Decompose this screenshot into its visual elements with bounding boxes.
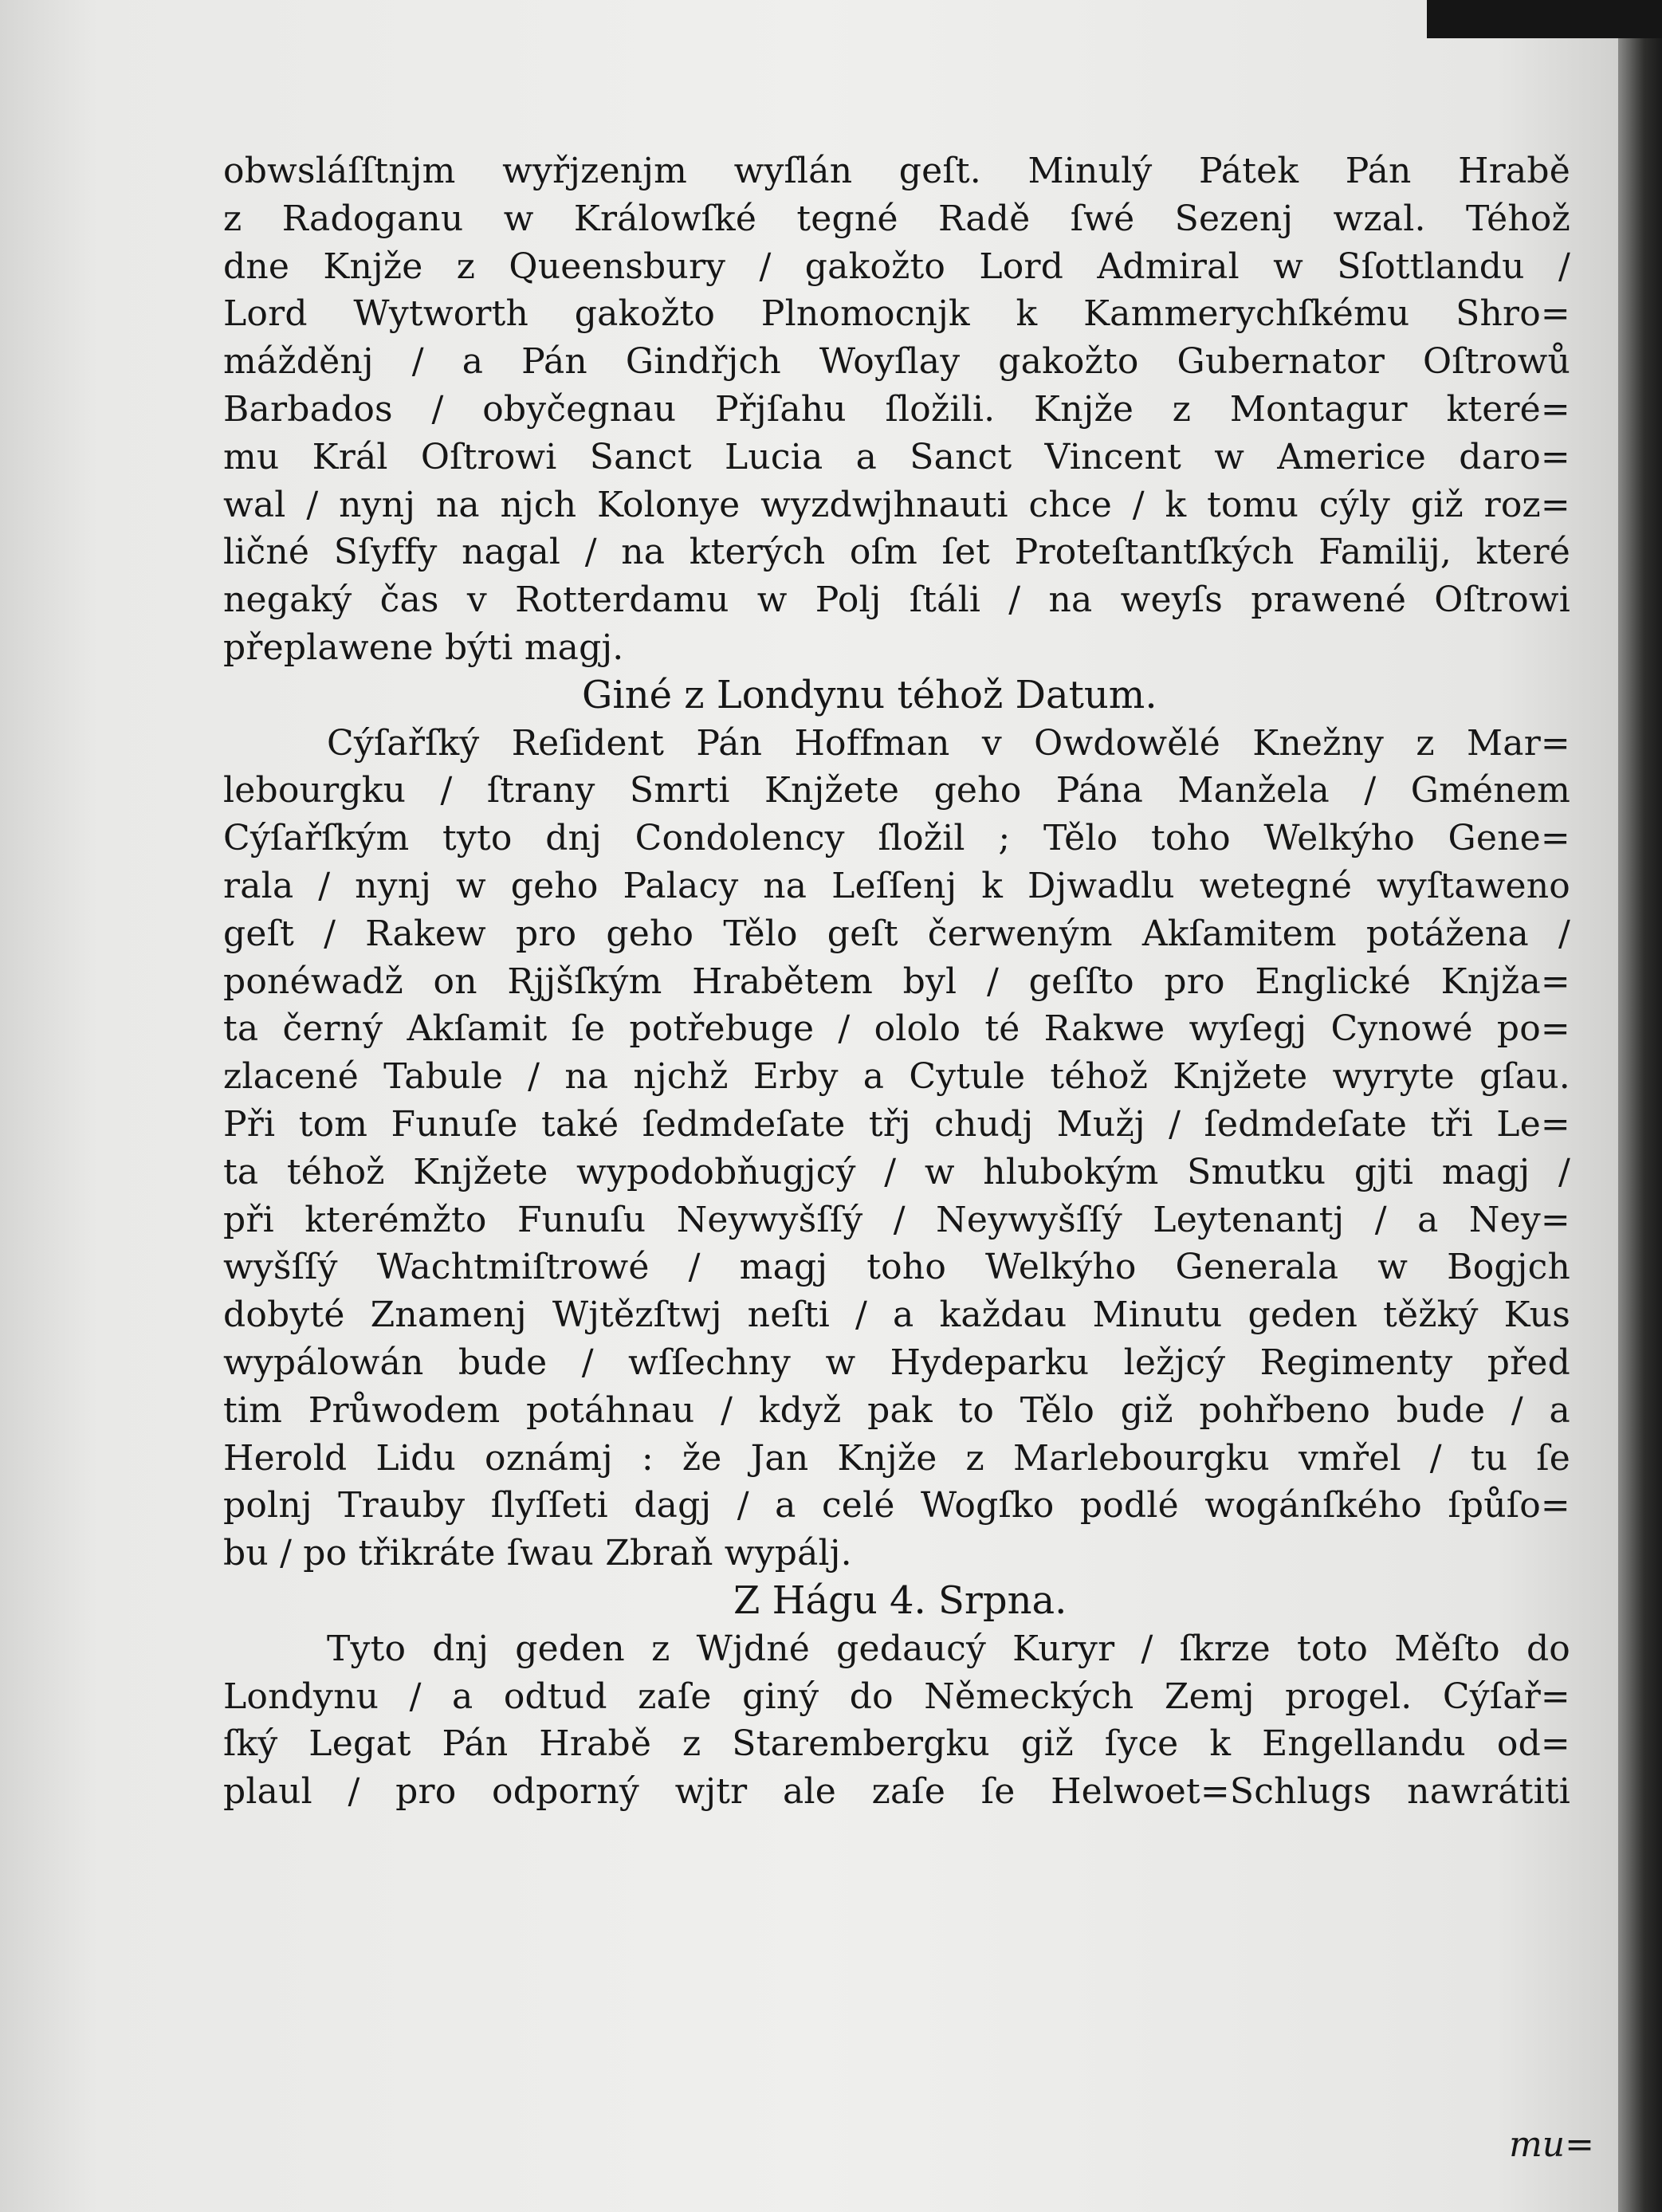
text-line: wal / nynj na njch Kolonye wyzdwjhnauti chce / k tomu cýly giž roz= xyxy=(223,484,1570,525)
paragraph-1 xyxy=(223,147,1570,672)
text-line: lebourgku / ſtrany Smrti Knjžete geho Pána Manžela / Gménem xyxy=(223,770,1570,811)
text-line: z Radoganu w Králowſké tegné Radě ſwé Sezenj wzal. Téhož xyxy=(223,198,1570,239)
text-line: negaký čas v Rotterdamu w Polj ſtáli / na weyſs prawené Oſtrowi xyxy=(223,580,1570,621)
text-line: dobyté Znamenj Wjtězſtwj neſti / a každau Minutu geden těžký Kus xyxy=(223,1295,1570,1336)
text-line: tim Průwodem potáhnau / když pak to Tělo giž pohřbeno bude / a xyxy=(223,1389,1570,1431)
paragraph-3 xyxy=(223,1625,1570,1816)
text-line: Herold Lidu oznámj : že Jan Knjže z Marlebourgku vmřel / tu ſe xyxy=(223,1437,1570,1479)
text-line: geſt / Rakew pro geho Tělo geſt čerweným Akſamitem potážena / xyxy=(223,913,1570,954)
text-line: ta téhož Knjžete wypodobňugjcý / w hlubokým Smutku gjti magj / xyxy=(223,1151,1570,1192)
text-line: Lord Wytworth gakožto Plnomocnjk k Kammerychſkému Shro= xyxy=(223,293,1570,335)
text-line: wypálowán bude / wſſechny w Hydeparku ležjcý Regimenty před xyxy=(223,1342,1570,1383)
page-edge-shadow xyxy=(1618,0,1662,2212)
scan-border xyxy=(1427,0,1662,38)
text-line: ta černý Akſamit ſe potřebuge / ololo té Rakwe wyſegj Cynowé po= xyxy=(223,1008,1570,1050)
text-line: přeplawene býti magj. xyxy=(223,627,624,668)
text-line: polnj Trauby ſlyſſeti dagj / a celé Wogſko podlé wogánſkého ſpůſo= xyxy=(223,1485,1570,1526)
text-line: Tyto dnj geden z Wjdné gedaucý Kuryr / ſkrze toto Měſto do xyxy=(327,1628,1570,1669)
text-line: ličné Sſyffy nagal / na kterých oſm ſet Proteſtantſkých Familij, které xyxy=(223,532,1570,573)
text-body xyxy=(223,147,1570,1816)
catchword: mu= xyxy=(1509,2124,1594,2165)
text-line: ſký Legat Pán Hrabě z Starembergku giž ſyce k Engellandu od= xyxy=(223,1723,1570,1765)
text-line: Cýſařſkým tyto dnj Condolency ſložil ; Tělo toho Welkýho Gene= xyxy=(223,818,1570,859)
paragraph-2 xyxy=(223,720,1570,1577)
section-heading: Giné z Londynu téhož Datum. xyxy=(582,672,1157,717)
text-line: zlacené Tabule / na njchž Erby a Cytule téhož Knjžete wyryte gſau. xyxy=(223,1056,1570,1098)
text-line: bu / po třikráte ſwau Zbraň wypálj. xyxy=(223,1533,852,1574)
text-line: mážděnj / a Pán Gindřjch Woyſlay gakožto Gubernator Oſtrowů xyxy=(223,341,1570,383)
text-line: obwsláſſtnjm wyřjzenjm wyſlán geſt. Minulý Pátek Pán Hrabě xyxy=(223,151,1570,191)
text-line: plaul / pro odporný wjtr ale zaſe ſe Helwoet=Schlugs nawrátiti xyxy=(223,1771,1570,1813)
text-line: Londynu / a odtud zaſe giný do Německých Zemj progel. Cýſař= xyxy=(223,1676,1570,1717)
text-line: wyšſſý Wachtmiſtrowé / magj toho Welkýho Generala w Bogjch xyxy=(223,1247,1570,1288)
section-heading: Z Hágu 4. Srpna. xyxy=(733,1577,1067,1623)
text-line: rala / nynj w geho Palacy na Leſſenj k Djwadlu wetegné wyſtaweno xyxy=(223,865,1570,906)
text-line: Cýſařſký Reſident Pán Hoffman v Owdowělé Knežny z Mar= xyxy=(327,722,1570,764)
text-line: dne Knjže z Queensbury / gakožto Lord Admiral w Sſottlandu / xyxy=(223,246,1570,287)
text-line: Barbados / obyčegnau Přjſahu ſložili. Knjže z Montagur které= xyxy=(223,388,1570,430)
text-line: mu Král Oſtrowi Sanct Lucia a Sanct Vincent w Americe daro= xyxy=(223,436,1570,477)
text-line: při kterémžto Funuſu Neywyšſſý / Neywyšſſý Leytenantj / a Ney= xyxy=(223,1199,1570,1240)
text-line: ponéwadž on Rjjšſkým Hrabětem byl / geſſto pro Englické Knjža= xyxy=(223,961,1570,1002)
text-line: Při tom Funuſe také ſedmdeſate třj chudj Mužj / ſedmdeſate tři Le= xyxy=(223,1103,1570,1145)
